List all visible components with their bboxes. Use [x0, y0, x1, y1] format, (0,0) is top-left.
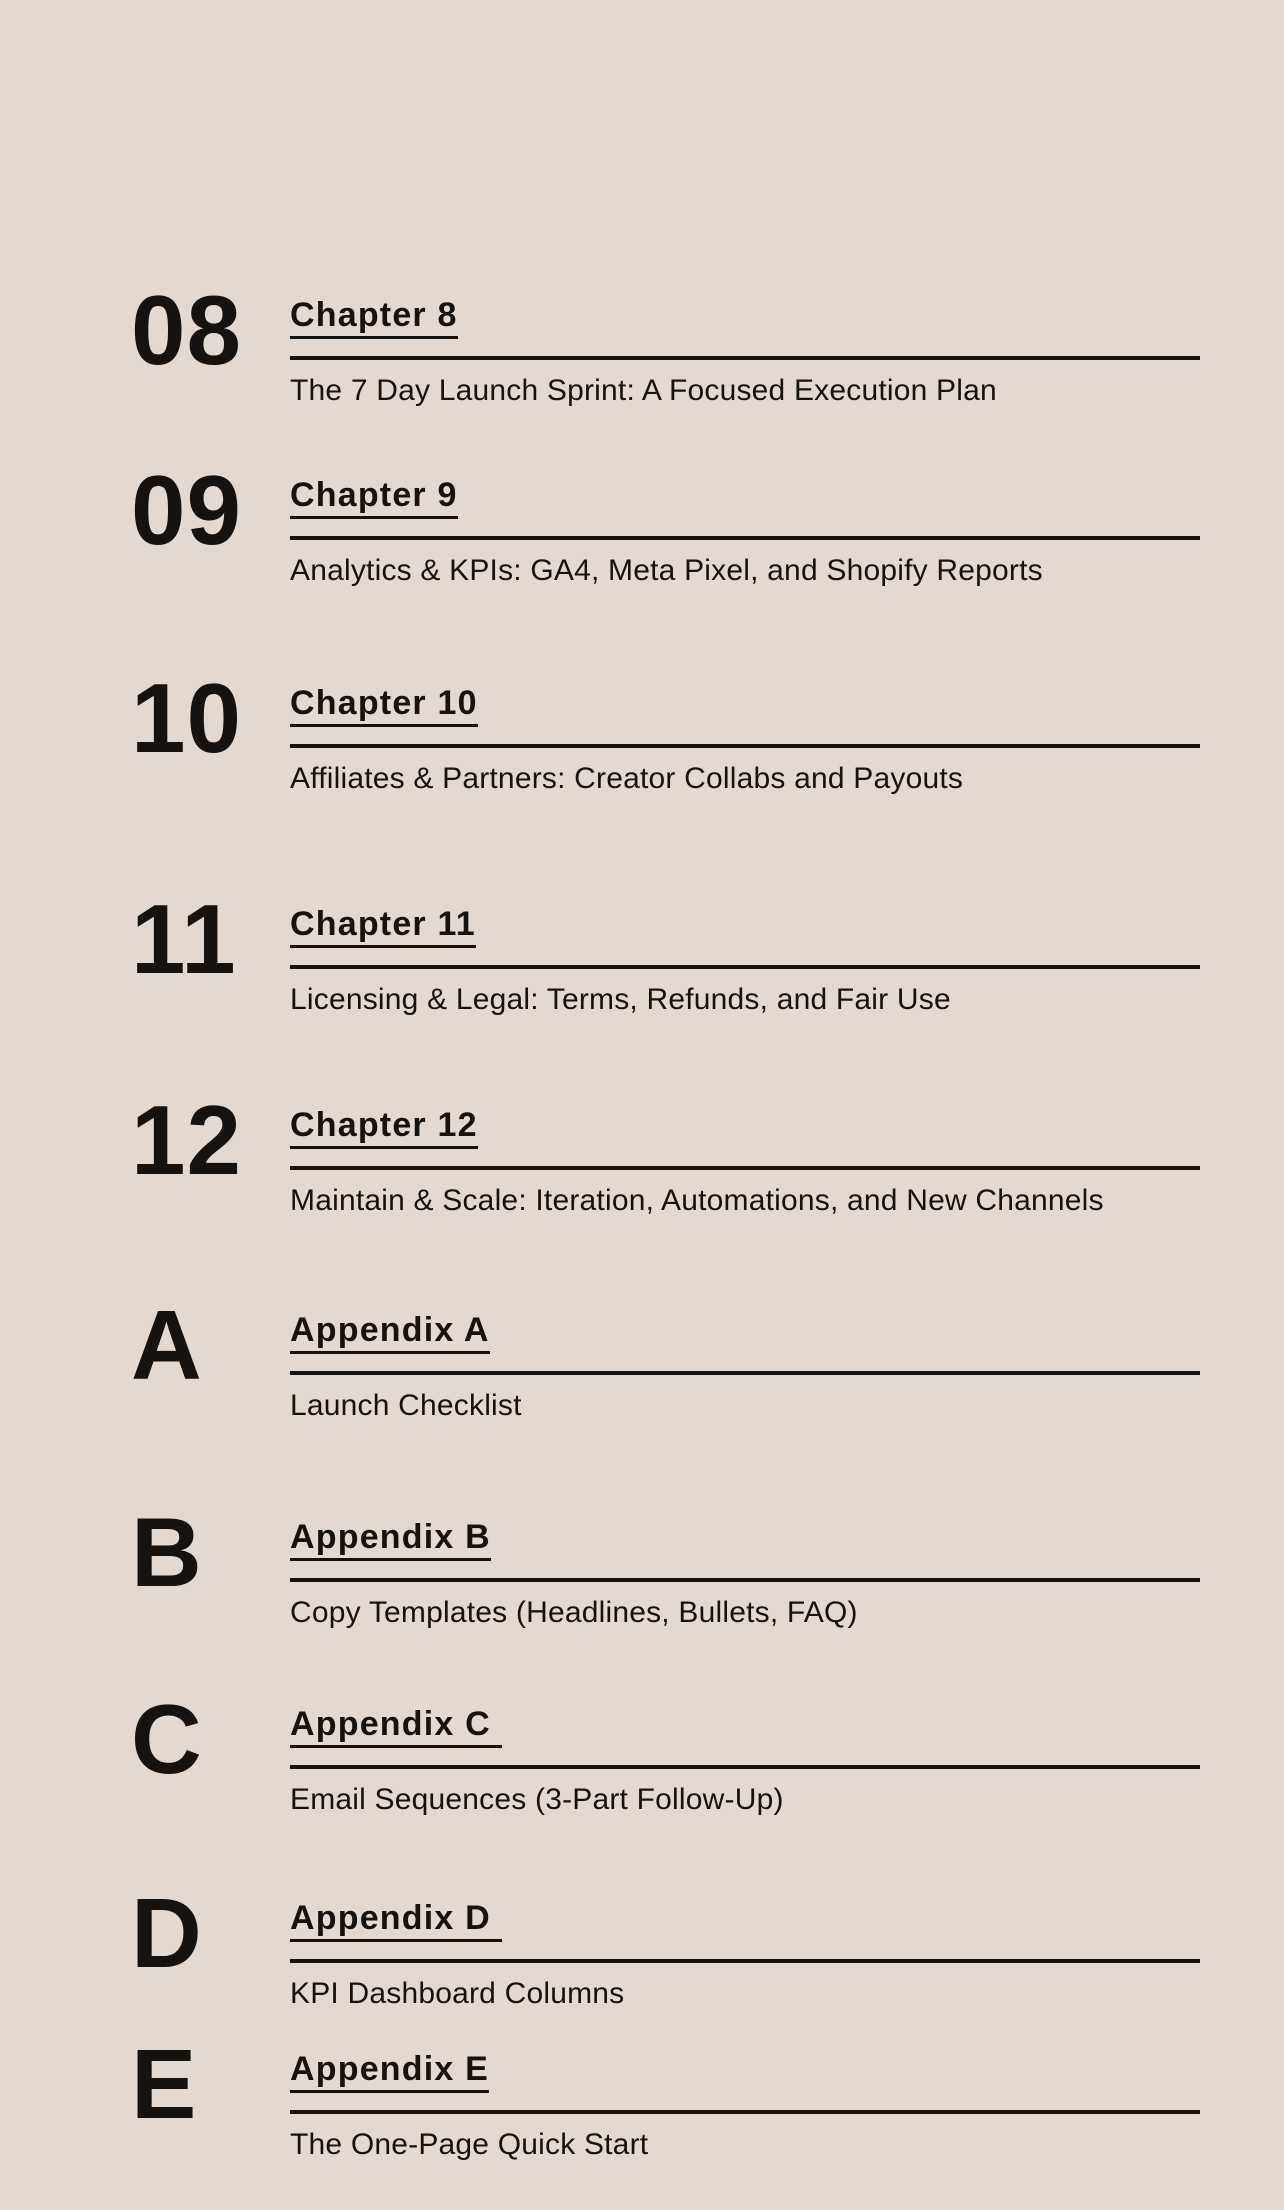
entry-rule: [290, 356, 1200, 360]
entry-description: Copy Templates (Headlines, Bullets, FAQ): [290, 1596, 858, 1630]
entry-heading-link[interactable]: Chapter 9: [290, 477, 458, 519]
toc-entry: [0, 1684, 1284, 1860]
toc-entry: [0, 2029, 1284, 2205]
toc-entry: [0, 663, 1284, 839]
entry-heading-link[interactable]: Appendix A: [290, 1312, 490, 1354]
entry-description: The 7 Day Launch Sprint: A Focused Execution Plan: [290, 374, 997, 408]
entry-heading-link[interactable]: Appendix B: [290, 1519, 491, 1561]
entry-heading-link[interactable]: Appendix E: [290, 2051, 489, 2093]
toc-entry: [0, 1085, 1284, 1261]
entry-description: Maintain & Scale: Iteration, Automations, and New Channels: [290, 1184, 1104, 1218]
entry-letter: E: [131, 2029, 198, 2139]
entry-letter: D: [131, 1878, 203, 1988]
entry-rule: [290, 2110, 1200, 2114]
entry-rule: [290, 1578, 1200, 1582]
entry-description: Email Sequences (3-Part Follow-Up): [290, 1783, 784, 1817]
entry-description: Licensing & Legal: Terms, Refunds, and Fair Use: [290, 983, 951, 1017]
toc-entry: [0, 1290, 1284, 1466]
entry-description: Affiliates & Partners: Creator Collabs and Payouts: [290, 762, 964, 796]
toc-entry: [0, 1497, 1284, 1673]
entry-number: 11: [131, 884, 237, 994]
entry-heading-link[interactable]: Appendix D: [290, 1900, 502, 1942]
entry-rule: [290, 1371, 1200, 1375]
entry-rule: [290, 965, 1200, 969]
entry-rule: [290, 536, 1200, 540]
entry-heading-link[interactable]: Chapter 8: [290, 297, 458, 339]
entry-heading-link[interactable]: Chapter 12: [290, 1107, 478, 1149]
entry-heading-link[interactable]: Appendix C: [290, 1706, 502, 1748]
entry-description: Launch Checklist: [290, 1389, 522, 1423]
entry-letter: B: [131, 1497, 203, 1607]
entry-rule: [290, 744, 1200, 748]
entry-heading-link[interactable]: Chapter 10: [290, 685, 478, 727]
entry-rule: [290, 1959, 1200, 1963]
entry-description: The One-Page Quick Start: [290, 2128, 649, 2162]
entry-number: 08: [131, 275, 243, 385]
toc-entry: [0, 455, 1284, 631]
toc-entry: [0, 884, 1284, 1060]
entry-number: 12: [131, 1085, 243, 1195]
entry-rule: [290, 1166, 1200, 1170]
entry-description: KPI Dashboard Columns: [290, 1977, 625, 2011]
entry-letter: C: [131, 1684, 203, 1794]
entry-description: Analytics & KPIs: GA4, Meta Pixel, and Shopify Reports: [290, 554, 1043, 588]
entry-number: 10: [131, 663, 243, 773]
entry-rule: [290, 1765, 1200, 1769]
entry-number: 09: [131, 455, 243, 565]
toc-entry: [0, 275, 1284, 451]
entry-letter: A: [131, 1290, 203, 1400]
entry-heading-link[interactable]: Chapter 11: [290, 906, 476, 948]
